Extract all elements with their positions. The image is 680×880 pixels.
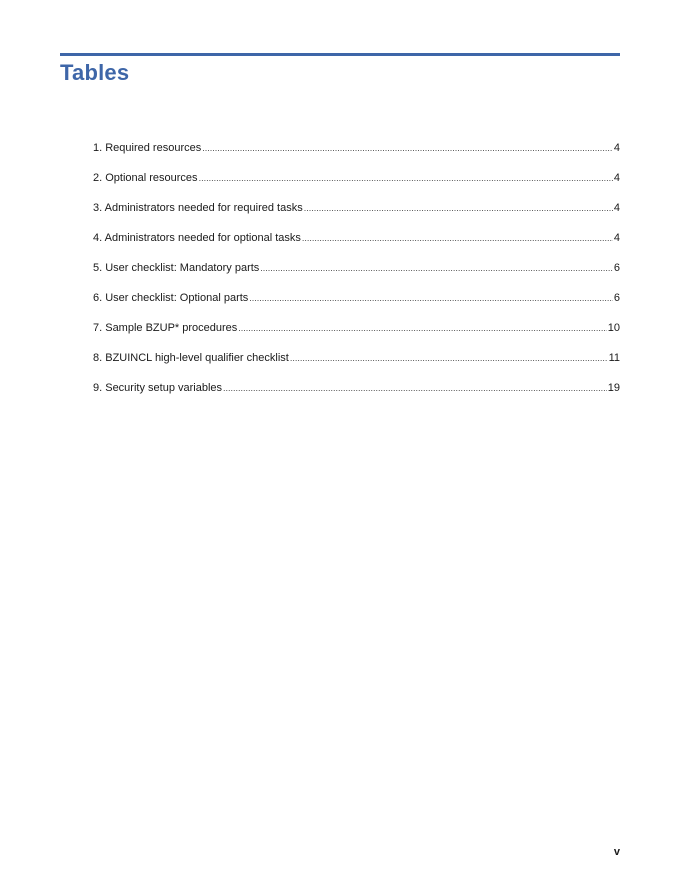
toc-entry-page: 6 — [613, 292, 620, 304]
toc-entry[interactable] — [93, 231, 620, 261]
toc-entry-page: 6 — [613, 262, 620, 274]
toc-entry-page: 19 — [607, 382, 620, 394]
dot-leader — [302, 231, 613, 245]
toc-entry-page: 4 — [613, 172, 620, 184]
dot-leader — [202, 141, 613, 155]
toc-entry-label: 4. Administrators needed for optional tasks — [93, 232, 301, 244]
dot-leader — [260, 261, 613, 275]
toc-entry[interactable] — [93, 321, 620, 351]
toc-entry[interactable] — [93, 171, 620, 201]
toc-entry-label: 5. User checklist: Mandatory parts — [93, 262, 260, 274]
dot-leader — [304, 201, 613, 215]
toc-entry[interactable] — [93, 381, 620, 411]
toc-entry-label: 1. Required resources — [93, 142, 202, 154]
dot-leader — [290, 351, 608, 365]
page-title: Tables — [60, 60, 130, 85]
dot-leader — [238, 321, 606, 335]
heading-rule — [60, 53, 620, 56]
toc-entry[interactable] — [93, 141, 620, 171]
toc-entry[interactable] — [93, 291, 620, 321]
toc-entry-page: 4 — [613, 142, 620, 154]
toc-entry-page: 4 — [613, 202, 620, 214]
toc-entry-page: 10 — [607, 322, 620, 334]
dot-leader — [223, 381, 607, 395]
toc-entry-label: 3. Administrators needed for required tasks — [93, 202, 303, 214]
toc-entry-page: 11 — [608, 352, 620, 364]
dot-leader — [199, 171, 613, 185]
dot-leader — [249, 291, 613, 305]
toc-entry-label: 8. BZUINCL high-level qualifier checklist — [93, 352, 289, 364]
toc-entry-label: 9. Security setup variables — [93, 382, 223, 394]
toc-entry[interactable] — [93, 261, 620, 291]
toc-entry-label: 2. Optional resources — [93, 172, 198, 184]
toc-entry-label: 7. Sample BZUP* procedures — [93, 322, 238, 334]
toc-entry[interactable] — [93, 201, 620, 231]
toc-entry[interactable] — [93, 351, 620, 381]
page-number: v — [613, 846, 620, 858]
toc-entry-page: 4 — [613, 232, 620, 244]
toc-entry-label: 6. User checklist: Optional parts — [93, 292, 249, 304]
tables-list — [93, 141, 620, 411]
